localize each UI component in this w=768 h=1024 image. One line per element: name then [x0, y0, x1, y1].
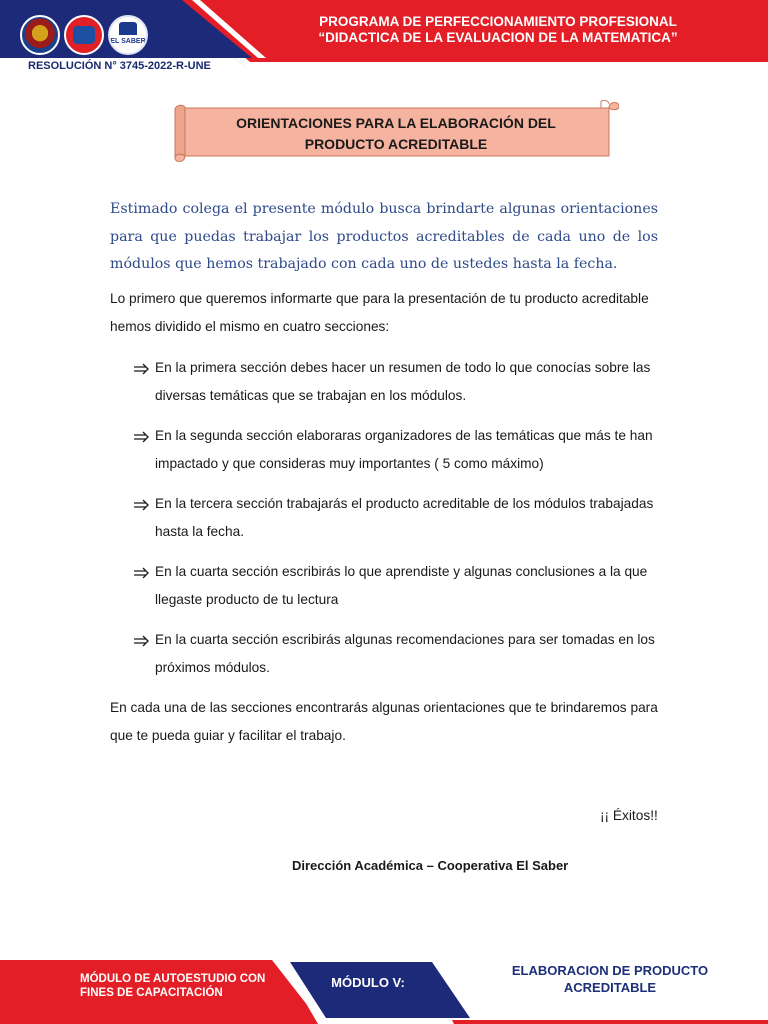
university-seal-logo	[20, 15, 60, 55]
list-item	[133, 422, 673, 478]
double-arrow-icon	[133, 558, 151, 586]
list-item	[133, 558, 673, 614]
sections-intro-paragraph: Lo primero que queremos informarte que para la presentación de tu producto acreditable hemos dividido el mismo en cuatro secciones:	[110, 291, 649, 334]
resolution-number: RESOLUCIÓN N° 3745-2022-R-UNE	[28, 60, 211, 72]
footer-module-title-line1: ELABORACION DE PRODUCTO	[511, 963, 709, 978]
closing-greeting: ¡¡ Éxitos!!	[600, 808, 658, 823]
el-saber-logo	[108, 15, 148, 55]
program-title	[300, 14, 696, 46]
footer-module-type-line1: MÓDULO DE AUTOESTUDIO CON	[80, 973, 266, 985]
list-item-text: En la segunda sección elaboraras organizadores de las temáticas que más te han impactado y que consideras muy importantes ( 5 como máximo)	[155, 428, 653, 471]
program-title-line2: “DIDACTICA DE LA EVALUACION DE LA MATEMATICA”	[318, 30, 678, 45]
banner-title	[198, 113, 594, 155]
list-item	[133, 626, 673, 682]
banner-title-line2: PRODUCTO ACREDITABLE	[304, 136, 488, 152]
institution-logo	[64, 15, 104, 55]
footer-module-type	[80, 972, 280, 1000]
footer-module-title-line2: ACREDITABLE	[563, 980, 657, 995]
double-arrow-icon	[133, 626, 151, 654]
list-item-text: En la primera sección debes hacer un resumen de todo lo que conocías sobre las diversas temáticas que se trabajan en los módulos.	[155, 360, 651, 403]
footer-module-type-line2: FINES DE CAPACITACIÓN	[80, 987, 223, 999]
list-item-text: En la cuarta sección escribirás lo que aprendiste y algunas conclusiones a la que llegaste producto de tu lectura	[155, 564, 648, 607]
list-item-text: En la cuarta sección escribirás algunas recomendaciones para ser tomadas en los próximos módulos.	[155, 632, 655, 675]
list-item	[133, 490, 673, 546]
el-saber-logo-text: EL SABER	[110, 38, 146, 45]
footer-module-number: MÓDULO V:	[331, 975, 405, 990]
double-arrow-icon	[133, 422, 151, 450]
banner-title-line1: ORIENTACIONES PARA LA ELABORACIÓN DEL	[236, 115, 556, 131]
footer-module-title	[490, 962, 730, 996]
list-item	[133, 354, 673, 410]
intro-paragraph: Estimado colega el presente módulo busca brindarte algunas orientaciones para que puedas trabajar los productos acreditables de cada uno de los módulos que hemos trabajado con cada uno de ustedes hasta la fecha.	[110, 201, 658, 272]
list-item-text: En la tercera sección trabajarás el producto acreditable de los módulos trabajadas hasta la fecha.	[155, 496, 654, 539]
closing-paragraph: En cada una de las secciones encontrarás algunas orientaciones que te brindaremos para que te pueda guiar y facilitar el trabajo.	[110, 700, 658, 743]
sections-list	[133, 354, 673, 694]
double-arrow-icon	[133, 490, 151, 518]
double-arrow-icon	[133, 354, 151, 382]
program-title-line1: PROGRAMA DE PERFECCIONAMIENTO PROFESIONAL	[319, 14, 677, 29]
signature: Dirección Académica – Cooperativa El Saber	[292, 858, 569, 873]
